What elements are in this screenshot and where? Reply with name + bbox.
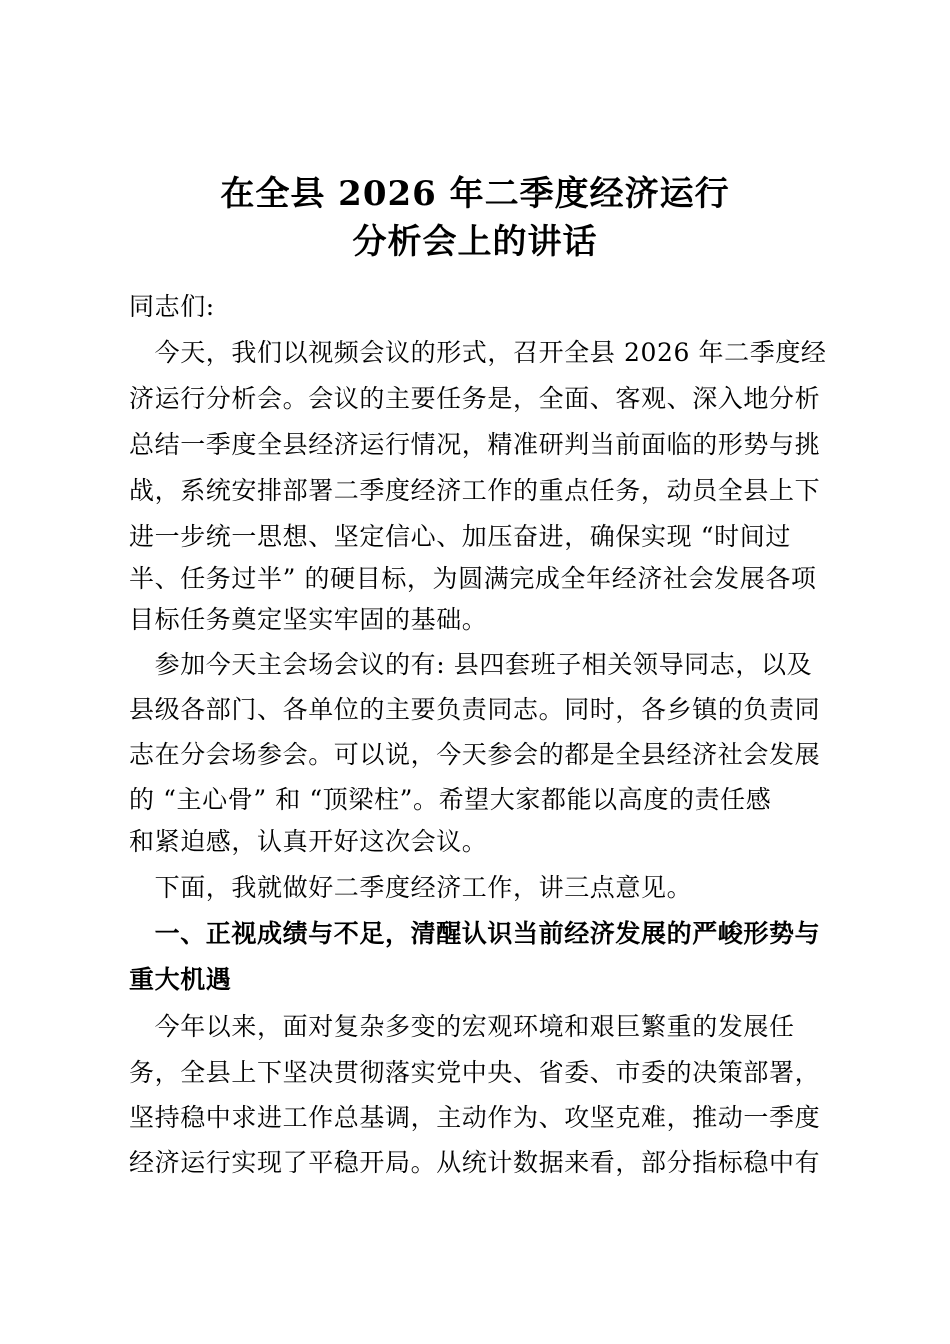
paragraph-line: 济运行分析会。会议的主要任务是，全面、客观、深入地分析	[129, 384, 821, 413]
paragraph-line: 进一步统一思想、坚定信心、加压奋进，确保实现 “时间过	[129, 522, 791, 551]
section-heading: 重大机遇	[129, 965, 232, 994]
section-heading: 一、正视成绩与不足，清醒认识当前经济发展的严峻形势与	[129, 919, 821, 948]
paragraph-line: 参加今天主会场会议的有: 县四套班子相关领导同志，以及	[129, 650, 813, 679]
document-title-line-1: 在全县 2026 年二季度经济运行	[220, 174, 730, 214]
paragraph-line: 下面，我就做好二季度经济工作，讲三点意见。	[129, 873, 693, 902]
greeting: 同志们:	[129, 292, 215, 321]
paragraph-line: 今天，我们以视频会议的形式，召开全县 2026 年二季度经	[129, 338, 827, 367]
paragraph-line: 和紧迫感，认真开好这次会议。	[129, 827, 488, 856]
paragraph-line: 坚持稳中求进工作总基调，主动作为、攻坚克难，推动一季度	[129, 1103, 821, 1132]
paragraph-line: 志在分会场参会。可以说，今天参会的都是全县经济社会发展	[129, 740, 821, 769]
paragraph-line: 的 “主心骨” 和 “顶梁柱”。希望大家都能以高度的责任感	[129, 785, 772, 814]
paragraph-line: 今年以来，面对复杂多变的宏观环境和艰巨繁重的发展任	[129, 1012, 795, 1041]
paragraph-line: 经济运行实现了平稳开局。从统计数据来看，部分指标稳中有	[129, 1148, 821, 1177]
paragraph-line: 总结一季度全县经济运行情况，精准研判当前面临的形势与挑	[129, 430, 821, 459]
paragraph-line: 半、任务过半” 的硬目标，为圆满完成全年经济社会发展各项	[129, 564, 817, 593]
paragraph-line: 县级各部门、各单位的主要负责同志。同时，各乡镇的负责同	[129, 695, 821, 724]
document-title-line-2: 分析会上的讲话	[352, 222, 598, 262]
paragraph-line: 目标任务奠定坚实牢固的基础。	[129, 605, 488, 634]
paragraph-line: 务，全县上下坚决贯彻落实党中央、省委、市委的决策部署，	[129, 1058, 821, 1087]
paragraph-line: 战，系统安排部署二季度经济工作的重点任务，动员全县上下	[129, 476, 821, 505]
